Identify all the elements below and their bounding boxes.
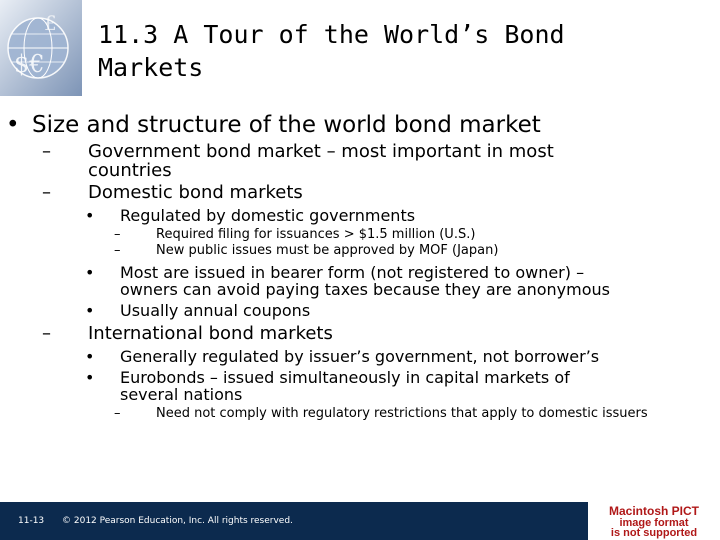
- bullet-text: New public issues must be approved by MOF (Japan): [156, 243, 499, 258]
- globe-currency-icon: [0, 0, 82, 96]
- unsupported-image-placeholder: [588, 502, 720, 540]
- slide-footer: [0, 502, 720, 540]
- bullet-l1: [6, 112, 541, 138]
- bullet-l4: [114, 406, 648, 421]
- dash-marker: –: [114, 227, 121, 242]
- bullet-text-cont: owners can avoid paying taxes because they are anonymous: [120, 280, 610, 299]
- bullet-text: Need not comply with regulatory restrictions that apply to domestic issuers: [156, 406, 648, 421]
- bullet-l3: [85, 263, 610, 299]
- bullet-text: Most are issued in bearer form (not registered to owner) –: [120, 263, 585, 282]
- bullet-l3: [85, 301, 311, 320]
- svg-text:£: £: [44, 11, 57, 35]
- bullet-l2: [42, 323, 333, 344]
- dash-marker: –: [114, 406, 121, 421]
- bullet-l3: [85, 206, 416, 225]
- copyright-notice: © 2012 Pearson Education, Inc. All rights reserved.: [62, 516, 293, 526]
- slide-title-line-1: 11.3 A Tour of the World’s Bond: [98, 20, 565, 49]
- bullet-l3: [85, 347, 600, 366]
- pict-notice-line-2: image format: [619, 517, 689, 529]
- bullet-text-cont: several nations: [120, 385, 243, 404]
- bullet-text: Regulated by domestic governments: [120, 206, 416, 225]
- bullet-l3: [85, 368, 570, 404]
- slide-title: [98, 18, 698, 84]
- pict-notice-line-3: is not supported: [610, 527, 698, 539]
- bullet-marker: •: [85, 368, 95, 387]
- bullet-text: Government bond market – most important in most: [88, 141, 554, 162]
- bullet-text: Domestic bond markets: [88, 182, 303, 203]
- bullet-text: Eurobonds – issued simultaneously in capital markets of: [120, 368, 570, 387]
- bullet-text: Generally regulated by issuer’s government, not borrower’s: [120, 347, 600, 366]
- slide-number: 11-13: [18, 516, 45, 526]
- bullet-l4: [114, 227, 476, 242]
- pict-notice-line-1: Macintosh PICT: [608, 504, 699, 518]
- dash-marker: –: [42, 141, 51, 162]
- bullet-marker: •: [85, 301, 95, 320]
- dash-marker: –: [114, 243, 121, 258]
- bullet-marker: •: [85, 263, 95, 282]
- bullet-l4: [114, 243, 499, 258]
- svg-text:$€: $€: [14, 50, 45, 78]
- bullet-marker: •: [85, 206, 95, 225]
- dash-marker: –: [42, 323, 51, 344]
- bullet-marker: •: [85, 347, 95, 366]
- bullet-l2: [42, 141, 554, 181]
- bullet-text: International bond markets: [88, 323, 333, 344]
- bullet-text: Required filing for issuances > $1.5 million (U.S.): [156, 227, 476, 242]
- bullet-l2: [42, 182, 303, 203]
- dash-marker: –: [42, 182, 51, 203]
- bullet-text-cont: countries: [88, 160, 172, 181]
- footer-bar: [0, 502, 588, 540]
- bullet-marker: •: [6, 112, 20, 138]
- bullet-text: Usually annual coupons: [120, 301, 311, 320]
- bullet-text: Size and structure of the world bond market: [32, 112, 541, 138]
- slide-title-line-2: Markets: [98, 53, 204, 82]
